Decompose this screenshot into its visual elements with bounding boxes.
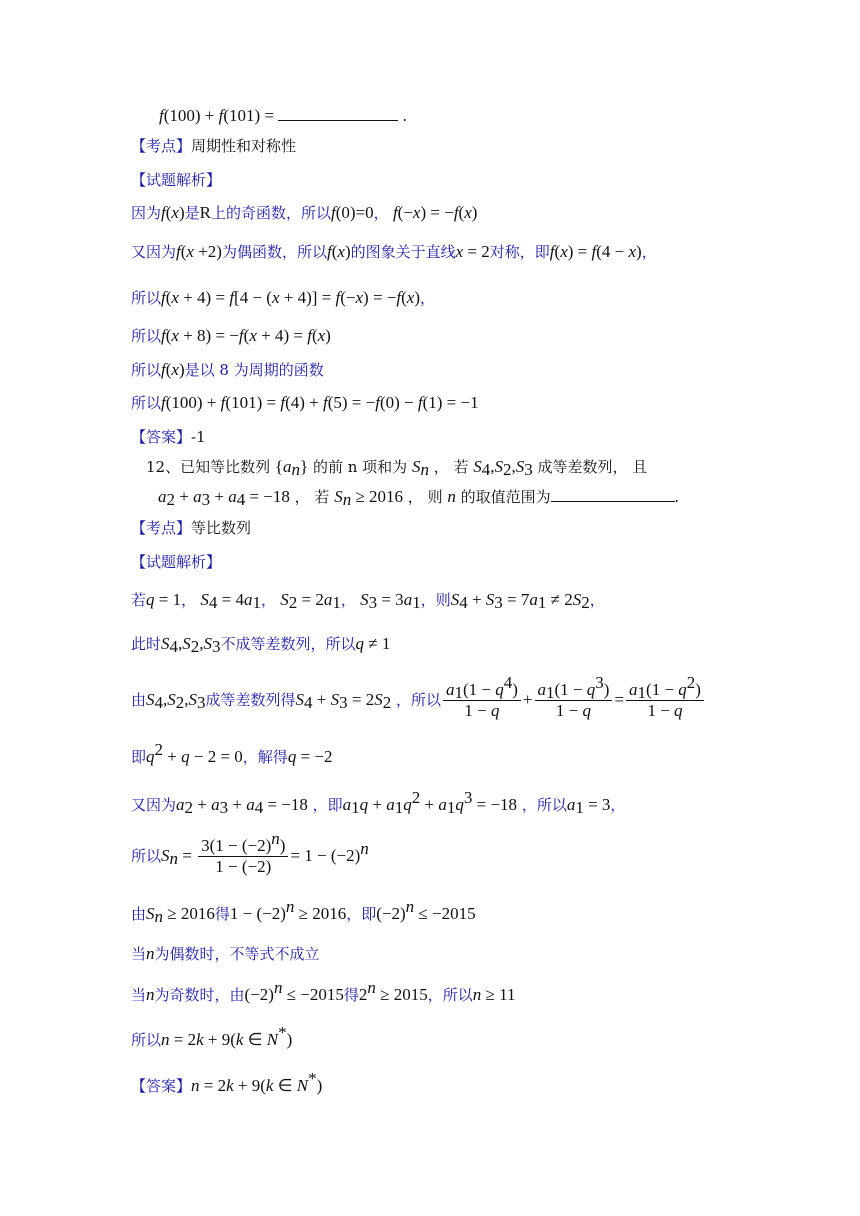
line-15-text: 若q = 1， $S_4 = 4a_1$， $S_2 = 2a_1$， $S_3 = 3a_1$，则$S_4 + S_3 = 7a_1 \ne 2S_2$， [131,590,605,612]
line-4-text: 因为f(x)是R上的奇函数，所以f(0)=0， f(−x) = −f(x) [131,203,478,222]
line-24-text: 所以n = 2k + 9(k ∈ N*) [131,1023,293,1049]
line-12-text: $a_2 + a_3 + a_4 = -18$ ， 若 $S_n \ge 2016$ ， 则 n 的取值范围为 . [158,487,679,509]
kaodian-text-2: 等比数列 [191,519,252,537]
line-20-text: 所以$S_n$ = $\frac{3(1 - (-2)^n)}{1 - (-2)}$ = $1 - (-2)^n$ [131,829,369,876]
text-line-15 [131,590,605,610]
text-line-12 [158,485,679,507]
line-23-text: 当n为奇数时，由$(-2)^n \le -2015$得$2^n \ge 2015$，所以n ≥ 11 [131,978,516,1004]
text-line-24 [131,1023,293,1050]
kaodian-tag-2: 【考点】 [131,519,192,537]
text-line-21 [131,897,476,926]
text-line-8 [131,360,324,380]
line-9-text: 所以f(100) + f(101) = f(4) + f(5) = −f(0) − f(1) = −1 [131,393,479,412]
daan-text-2: n = 2k + 9(k ∈ N*) [191,1069,323,1095]
text-line-7 [131,326,331,346]
text-line-10 [131,427,206,447]
text-line-19 [131,788,626,817]
text-line-2 [131,136,296,156]
kaodian-text: 周期性和对称性 [191,137,297,155]
line-16-text: 此时$S_4,S_2,S_3$不成等差数列，所以q ≠ 1 [131,634,391,656]
text-line-4 [131,203,477,223]
daan-tag-2: 【答案】 [131,1077,192,1095]
line-6-text: 所以f(x + 4) = f[4 − (x + 4)] = f(−x) = −f(x)， [131,288,436,307]
line-19-text: 又因为$a_2 + a_3 + a_4 = -18$ ，即$a_1q + a_1q^2 + a_1q^3 = -18$ ，所以$a_1 = 3$， [131,788,626,817]
daan-tag-1: 【答案】 [131,428,192,446]
daan-text-1: -1 [191,428,206,446]
line-21-text: 由$S_n \ge 2016$得$1 - (-2)^n \ge 2016$，即$(-2)^n \le -2015$ [131,897,476,926]
text-line-16 [131,634,390,654]
jiexi-tag-1: 【试题解析】 [131,171,222,189]
text-line-1 [159,104,407,126]
line-8-text: 所以f(x)是以 8 为周期的函数 [131,360,324,379]
line-7-text: 所以f(x + 8) = −f(x + 4) = f(x) [131,326,331,345]
text-line-25 [131,1069,323,1096]
jiexi-tag-2: 【试题解析】 [131,553,222,571]
text-line-6 [131,288,435,308]
text-line-3 [131,170,221,190]
text-line-22 [131,944,320,964]
line-1-text: f(100) + f(101) = . [159,106,407,125]
line-17-text: 由$S_4,S_2,S_3$成等差数列得$S_4 + S_3 = 2S_2$ ，所以 $\frac{a_1(1 - q^4)}{1 - q}$ + $\frac{a_1(1 - q^3)}{1 - q}$ = $\frac{a_1(1 - q^2)}{1 - q}$ [131,691,706,709]
text-line-11 [146,457,647,477]
line-22-text: 当n为偶数时，不等式不成立 [131,944,320,963]
text-line-14 [131,552,221,572]
text-line-9 [131,393,479,413]
text-line-23 [131,978,516,1005]
line-11-text: 12、已知等比数列 $\{a_n\}$ 的前 n 项和为 $S_n$ ， 若 $S_4,S_2,S_3$ 成等差数列， 且 [146,457,648,479]
text-line-18 [131,740,333,767]
text-line-17 [131,673,706,721]
kaodian-tag: 【考点】 [131,137,192,155]
text-line-5 [131,242,657,262]
line-5-text: 又因为f(x +2)为偶函数，所以f(x)的图象关于直线x = 2对称，即f(x) = f(4 − x)， [131,242,657,261]
text-line-13 [131,518,251,538]
line-18-text: 即$q^2 + q - 2 = 0$，解得q = −2 [131,740,333,766]
text-line-20 [131,829,369,877]
